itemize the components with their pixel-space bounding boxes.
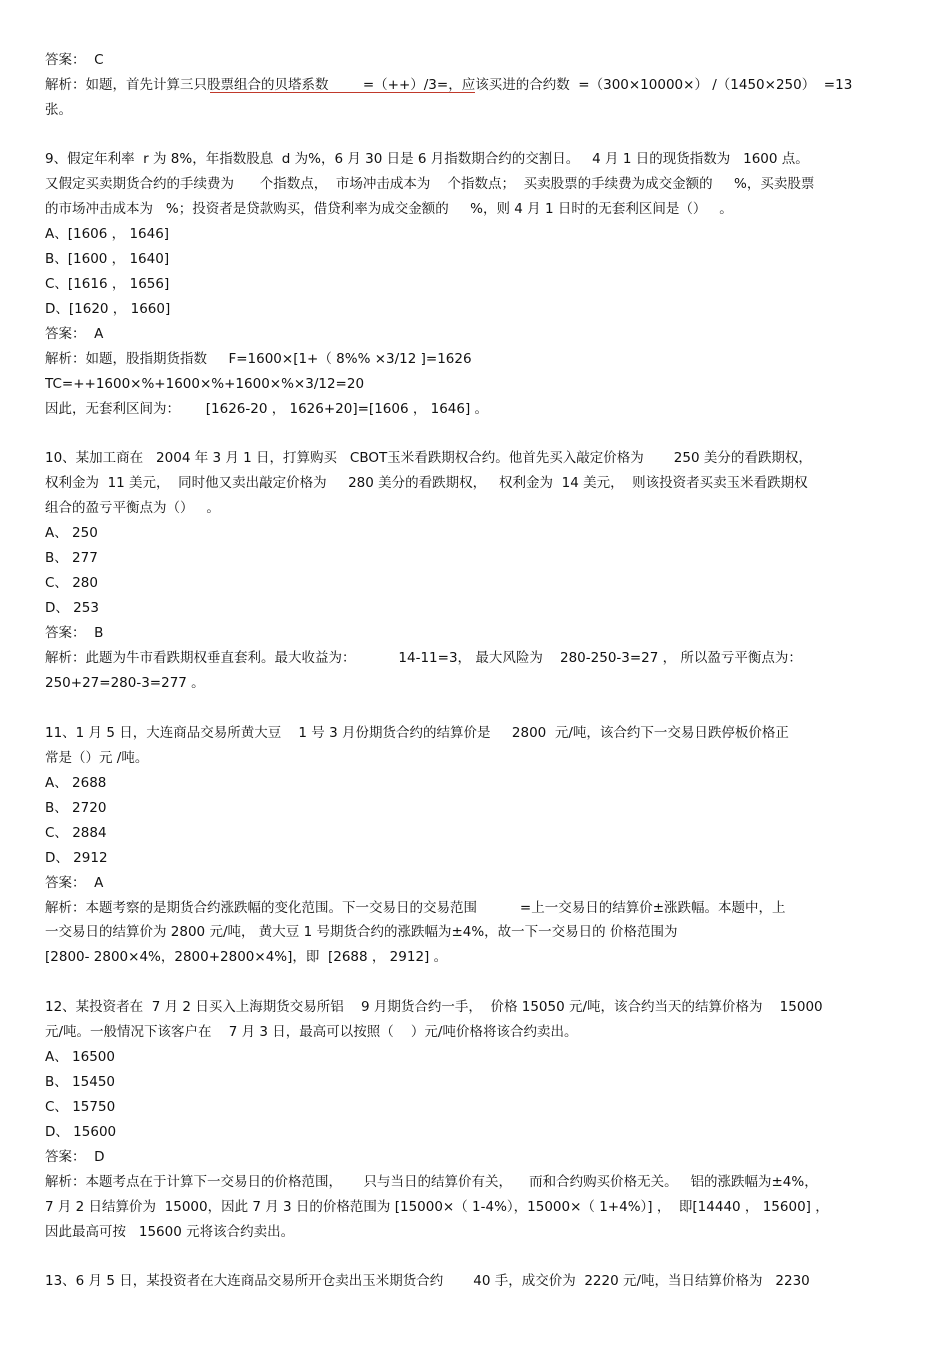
option-c: C、[1616 ， 1656] bbox=[45, 276, 170, 292]
question-9-text: 9、假定年利率 r 为 8%，年指数股息 d 为%，6 月 30 日是 6 月指数期合约的交割日。 4 月 1 日的现货指数为 1600 点。 bbox=[45, 151, 809, 167]
analysis-line: TC=++1600×%+1600×%+1600×%×3/12=20 bbox=[45, 376, 365, 392]
answer-line: 答案： B bbox=[45, 625, 104, 641]
question-13-text: 13、6 月 5 日，某投资者在大连商品交易所开仓卖出玉米期货合约 40 手，成交价为 2220 元/吨，当日结算价格为 2230 bbox=[45, 1273, 810, 1289]
option-c: C、 15750 bbox=[45, 1099, 116, 1115]
option-a: A、 2688 bbox=[45, 775, 107, 791]
question-11-text: 11、1 月 5 日，大连商品交易所黄大豆 1 号 3 月份期货合约的结算价是 2800 元/吨，该合约下一交易日跌停板价格正 bbox=[45, 725, 789, 741]
answer-line: 答案： C bbox=[45, 52, 104, 68]
analysis-line: 因此最高可按 15600 元将该合约卖出。 bbox=[45, 1224, 295, 1240]
question-10-text: 10、某加工商在 2004 年 3 月 1 日，打算购买 CBOT玉米看跌期权合约。他首先买入敲定价格为 250 美分的看跌期权， bbox=[45, 450, 812, 466]
question-12-text: 12、某投资者在 7 月 2 日买入上海期货交易所铝 9 月期货合约一手， 价格 15050 元/吨，该合约当天的结算价格为 15000 bbox=[45, 999, 823, 1015]
question-9-text: 又假定买卖期货合约的手续费为 个指数点， 市场冲击成本为 个指数点； 买卖股票的手续费为成交金额的 %，买卖股票 bbox=[45, 176, 815, 192]
analysis-line: 因此，无套利区间为： [1626-20 ， 1626+20]=[1606 ， 1646] 。 bbox=[45, 401, 489, 417]
analysis-line: 7 月 2 日结算价为 15000，因此 7 月 3 日的价格范围为 [15000×（ 1-4%），15000×（ 1+4%）] ， 即[14440 ， 15600] ， bbox=[45, 1199, 829, 1215]
analysis-line-continued: 张。 bbox=[45, 102, 72, 118]
option-c: C、 2884 bbox=[45, 825, 107, 841]
question-9-text: 的市场冲击成本为 %；投资者是贷款购买，借贷利率为成交金额的 %，则 4 月 1 日时的无套利区间是（） 。 bbox=[45, 201, 733, 217]
analysis-line: 解析：本题考点在于计算下一交易日的价格范围， 只与当日的结算价有关， 而和合约购买价格无关。 铝的涨跌幅为±4%， bbox=[45, 1174, 818, 1190]
option-b: B、 2720 bbox=[45, 800, 107, 816]
question-10-text: 组合的盈亏平衡点为（） 。 bbox=[45, 500, 220, 516]
answer-line: 答案： A bbox=[45, 326, 104, 342]
option-b: B、[1600 ， 1640] bbox=[45, 251, 170, 267]
analysis-line: 解析：本题考察的是期货合约涨跌幅的变化范围。下一交易日的交易范围 =上一交易日的结算价±涨跌幅。本题中，上 bbox=[45, 900, 786, 916]
option-d: D、 15600 bbox=[45, 1124, 117, 1140]
option-c: C、 280 bbox=[45, 575, 98, 591]
option-a: A、 16500 bbox=[45, 1049, 115, 1065]
question-10-text: 权利金为 11 美元， 同时他又卖出敲定价格为 280 美分的看跌期权， 权利金为 14 美元， 则该投资者买卖玉米看跌期权 bbox=[45, 475, 808, 491]
analysis-line: 250+27=280-3=277 。 bbox=[45, 675, 205, 691]
analysis-line: 解析：如题，股指期货指数 F=1600×[1+（ 8%% ×3/12 ]=1626 bbox=[45, 351, 472, 367]
question-11-text: 常是（）元 /吨。 bbox=[45, 750, 149, 766]
option-d: D、 253 bbox=[45, 600, 99, 616]
analysis-line: 解析：如题，首先计算三只股票组合的贝塔系数 =（++）/3=，应该买进的合约数 =（300×10000×） /（1450×250） =13 bbox=[45, 77, 853, 93]
option-a: A、[1606 ， 1646] bbox=[45, 226, 170, 242]
analysis-line: 解析：此题为牛市看跌期权垂直套利。最大收益为： 14-11=3， 最大风险为 280-250-3=27 ， 所以盈亏平衡点为： bbox=[45, 650, 802, 666]
option-d: D、[1620 ， 1660] bbox=[45, 301, 171, 317]
option-d: D、 2912 bbox=[45, 850, 108, 866]
option-b: B、 277 bbox=[45, 550, 98, 566]
option-b: B、 15450 bbox=[45, 1074, 115, 1090]
option-a: A、 250 bbox=[45, 525, 98, 541]
question-12-text: 元/吨。一般情况下该客户在 7 月 3 日，最高可以按照（ ）元/吨价格将该合约卖出。 bbox=[45, 1024, 578, 1040]
answer-line: 答案： D bbox=[45, 1149, 105, 1165]
analysis-line: [2800- 2800×4%，2800+2800×4%]，即 [2688 ， 2912] 。 bbox=[45, 949, 448, 965]
analysis-line: 一交易日的结算价为 2800 元/吨， 黄大豆 1 号期货合约的涨跌幅为±4%，故一下一交易日的 价格范围为 bbox=[45, 924, 678, 940]
answer-line: 答案： A bbox=[45, 875, 104, 891]
red-underline-annotation bbox=[210, 92, 475, 93]
